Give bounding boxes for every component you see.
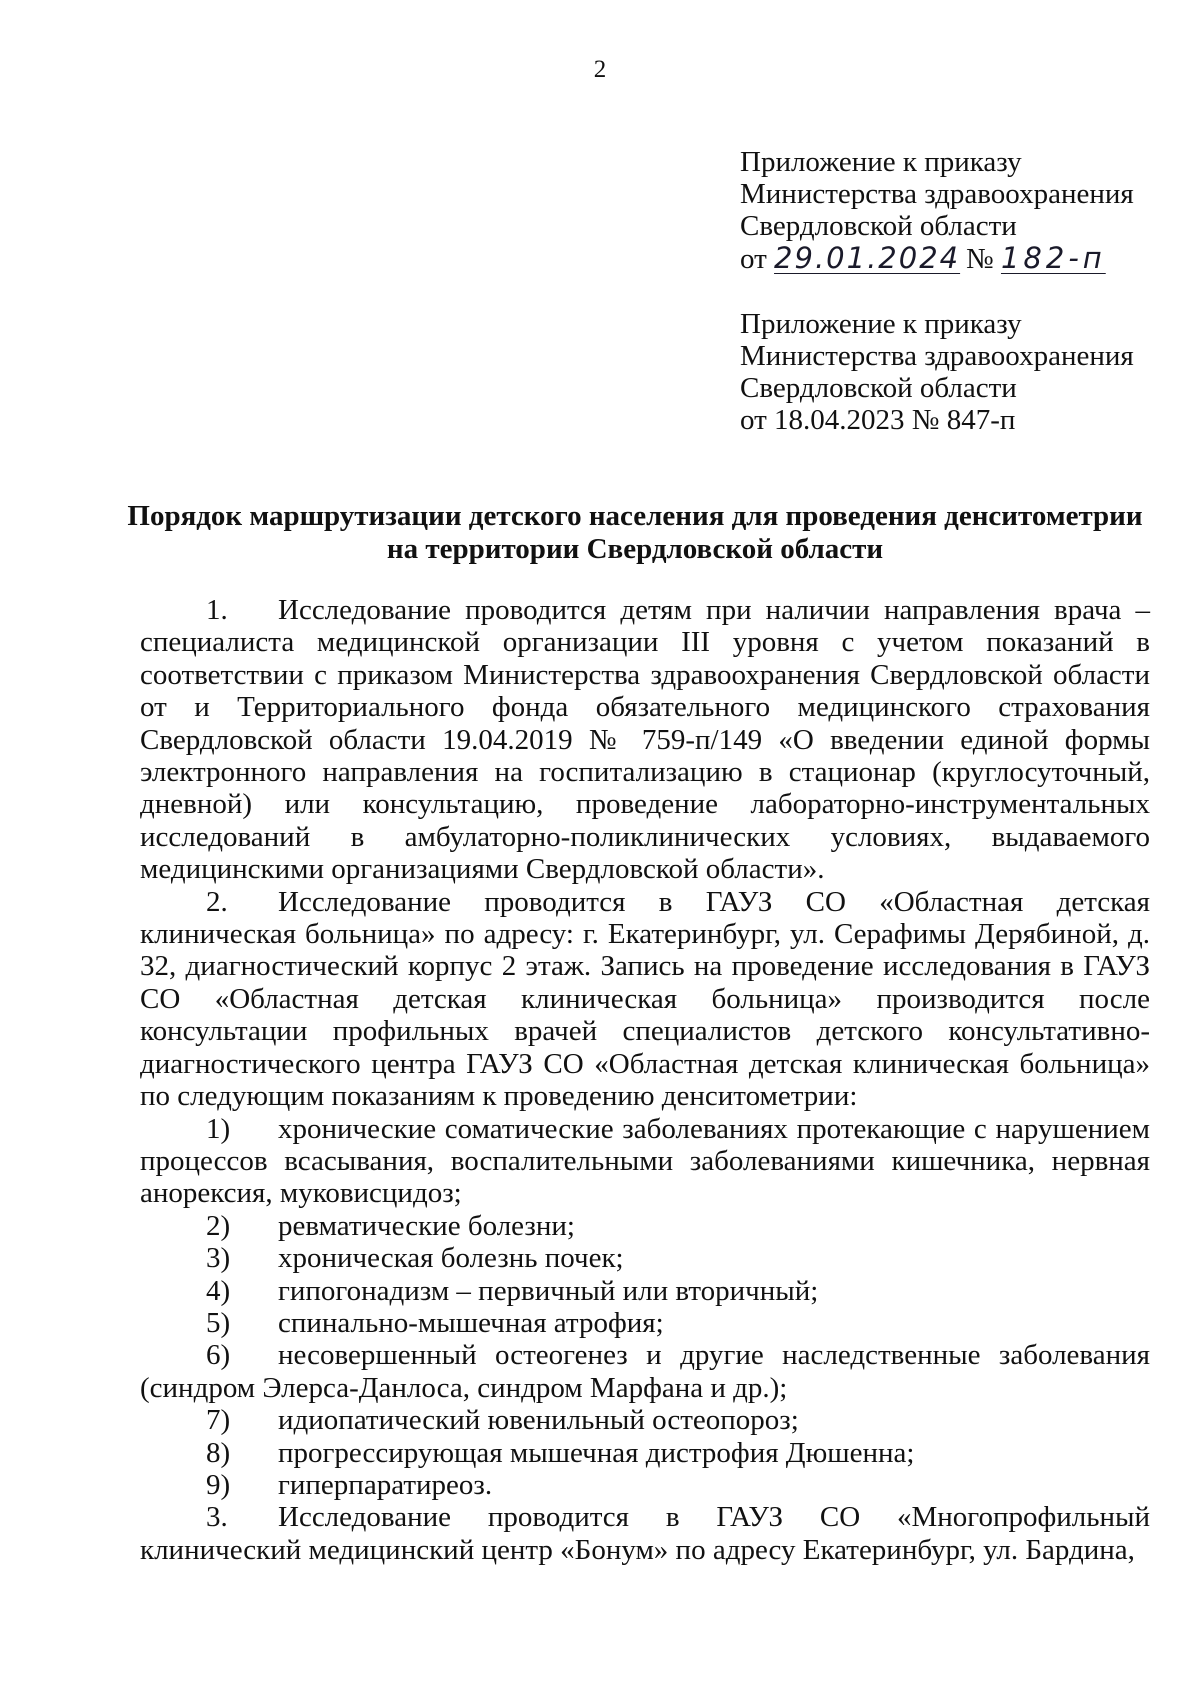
list-item-number: 3) [206,1242,231,1275]
list-item-number: 7) [206,1404,231,1437]
title-line: на территории Свердловской области [386,533,884,565]
date-prefix: от [740,243,767,275]
list-item-number: 5) [206,1306,231,1339]
list-item [140,1339,1150,1404]
list-item [140,1275,1150,1307]
list-item [140,1307,1150,1339]
handwritten-date: 29.01.2024 [774,241,961,275]
list-item-text: идиопатический ювенильный остеопороз; [278,1404,799,1437]
title-line: Порядок маршрутизации детского населения для проведения денситометрии [127,500,1143,532]
paragraph-text: Исследование проводится в ГАУЗ СО «Многопрофильный клинический медицинский центр «Бонум» по адресу Екатеринбург, ул. Бардина, [140,1501,1150,1566]
appendix-line: Министерства здравоохранения [740,178,1134,210]
list-item-number: 6) [206,1339,231,1372]
handwritten-order-number: 182-п [1000,241,1106,275]
list-item-text: гиперпаратиреоз. [278,1468,493,1501]
appendix-line: Приложение к приказу [740,146,1022,178]
document-title [120,500,1150,566]
list-item-text: хронические соматические заболеваниях протекающие с нарушением процессов всасывания, воспалительными заболеваниями кишечника, нервная анорексия, муковисцидоз; [140,1112,1150,1210]
appendix-line: Свердловской области [740,372,1017,404]
appendix-line: Приложение к приказу [740,308,1022,340]
list-item-number: 4) [206,1274,231,1307]
list-item [140,1437,1150,1469]
list-item [140,1404,1150,1436]
page-number: 2 [593,56,607,83]
number-prefix: № [966,243,994,275]
appendix-date-line [740,242,1160,275]
appendix-header-original [740,308,1160,436]
paragraph [140,1501,1150,1566]
paragraph-number: 3. [206,1501,228,1534]
paragraph [140,594,1150,886]
list-item [140,1469,1150,1501]
document-body [140,594,1150,1566]
list-item [140,1242,1150,1274]
paragraph-text: Исследование проводится в ГАУЗ СО «Областная детская клиническая больница» по адресу: г. Екатеринбург, ул. Серафимы Дерябиной, д. 32, диагностический корпус 2 этаж. Запись на проведение исследования в ГАУЗ СО «Областная детская клиническая больница» производится после консультации профильных врачей специалистов детского консультативно-диагностического центра ГАУЗ СО «Областная детская клиническая больница» по следующим показаниям к проведению денситометрии: [140,885,1150,1113]
list-item-text: хроническая болезнь почек; [278,1242,624,1275]
paragraph-text: Исследование проводится детям при наличии направления врача – специалиста медицинской организации III уровня с учетом показаний в соответствии с приказом Министерства здравоохранения Свердловской области от и Территориального фонда обязательного медицинского страхования Свердловской области 19.04.2019 № 759-п/149 «О введении единой формы электронного направления на госпитализацию в стационар (круглосуточный, дневной) или консультацию, проведение лабораторно-инструментальных исследований в амбулаторно-поликлинических условиях, выдаваемого медицинскими организациями Свердловской области». [140,594,1150,886]
appendix-line: от 18.04.2023 № 847-п [740,404,1016,436]
list-item-text: спинально-мышечная атрофия; [278,1306,664,1339]
list-item-text: ревматические болезни; [278,1209,575,1242]
list-item [140,1210,1150,1242]
list-item-number: 2) [206,1209,231,1242]
appendix-line: Свердловской области [740,210,1017,242]
list-item-number: 8) [206,1436,231,1469]
paragraph-number: 1. [206,594,228,626]
paragraph [140,886,1150,1113]
list-item-text: прогрессирующая мышечная дистрофия Дюшенна; [278,1436,915,1469]
list-item [140,1113,1150,1210]
paragraph-number: 2. [206,885,228,918]
appendix-header-new [740,146,1160,275]
list-item-number: 9) [206,1468,231,1501]
list-item-number: 1) [206,1112,231,1145]
list-item-text: несовершенный остеогенез и другие наследственные заболевания (синдром Элерса-Данлоса, синдром Марфана и др.); [140,1339,1150,1404]
list-item-text: гипогонадизм – первичный или вторичный; [278,1274,819,1307]
appendix-line: Министерства здравоохранения [740,340,1134,372]
